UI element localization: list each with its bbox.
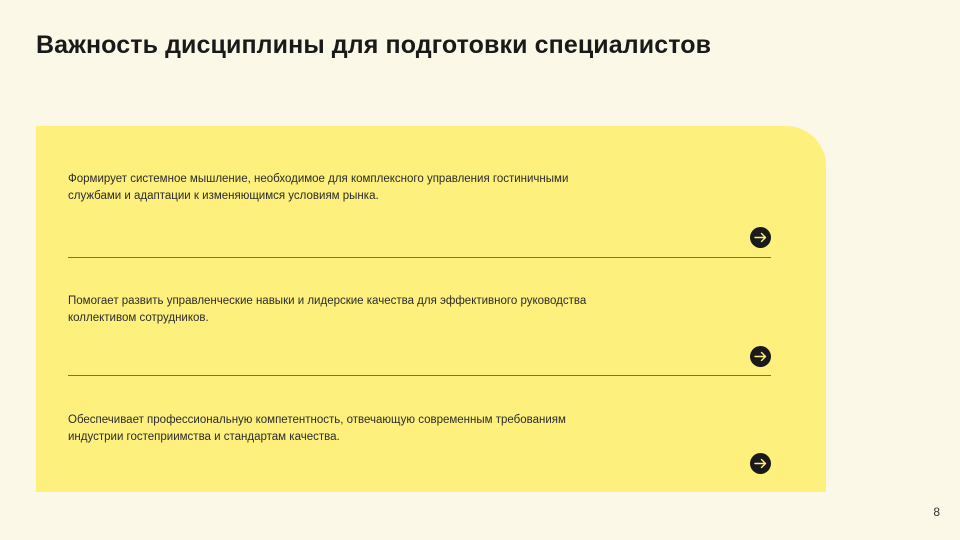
divider: [68, 257, 771, 258]
item-text: Помогает развить управленческие навыки и лидерские качества для эффективного руководства коллективом сотрудников.: [68, 295, 587, 324]
divider: [68, 375, 771, 376]
page-number: 8: [933, 505, 940, 519]
item-text: Обеспечивает профессиональную компетентность, отвечающую современным требованиям индустрии гостеприимства и стандартам качества.: [68, 414, 566, 443]
list-item: [68, 293, 771, 377]
arrow-right-icon[interactable]: [750, 453, 771, 474]
item-text: Формирует системное мышление, необходимое для комплексного управления гостиничными службами и адаптации к изменяющимся условиям рынка.: [68, 173, 569, 202]
slide-title: Важность дисциплины для подготовки специалистов: [36, 31, 712, 59]
arrow-right-icon[interactable]: [750, 346, 771, 367]
list-item: [68, 412, 771, 472]
arrow-right-icon[interactable]: [750, 227, 771, 248]
list-item: [68, 171, 771, 258]
content-card: [36, 126, 826, 492]
